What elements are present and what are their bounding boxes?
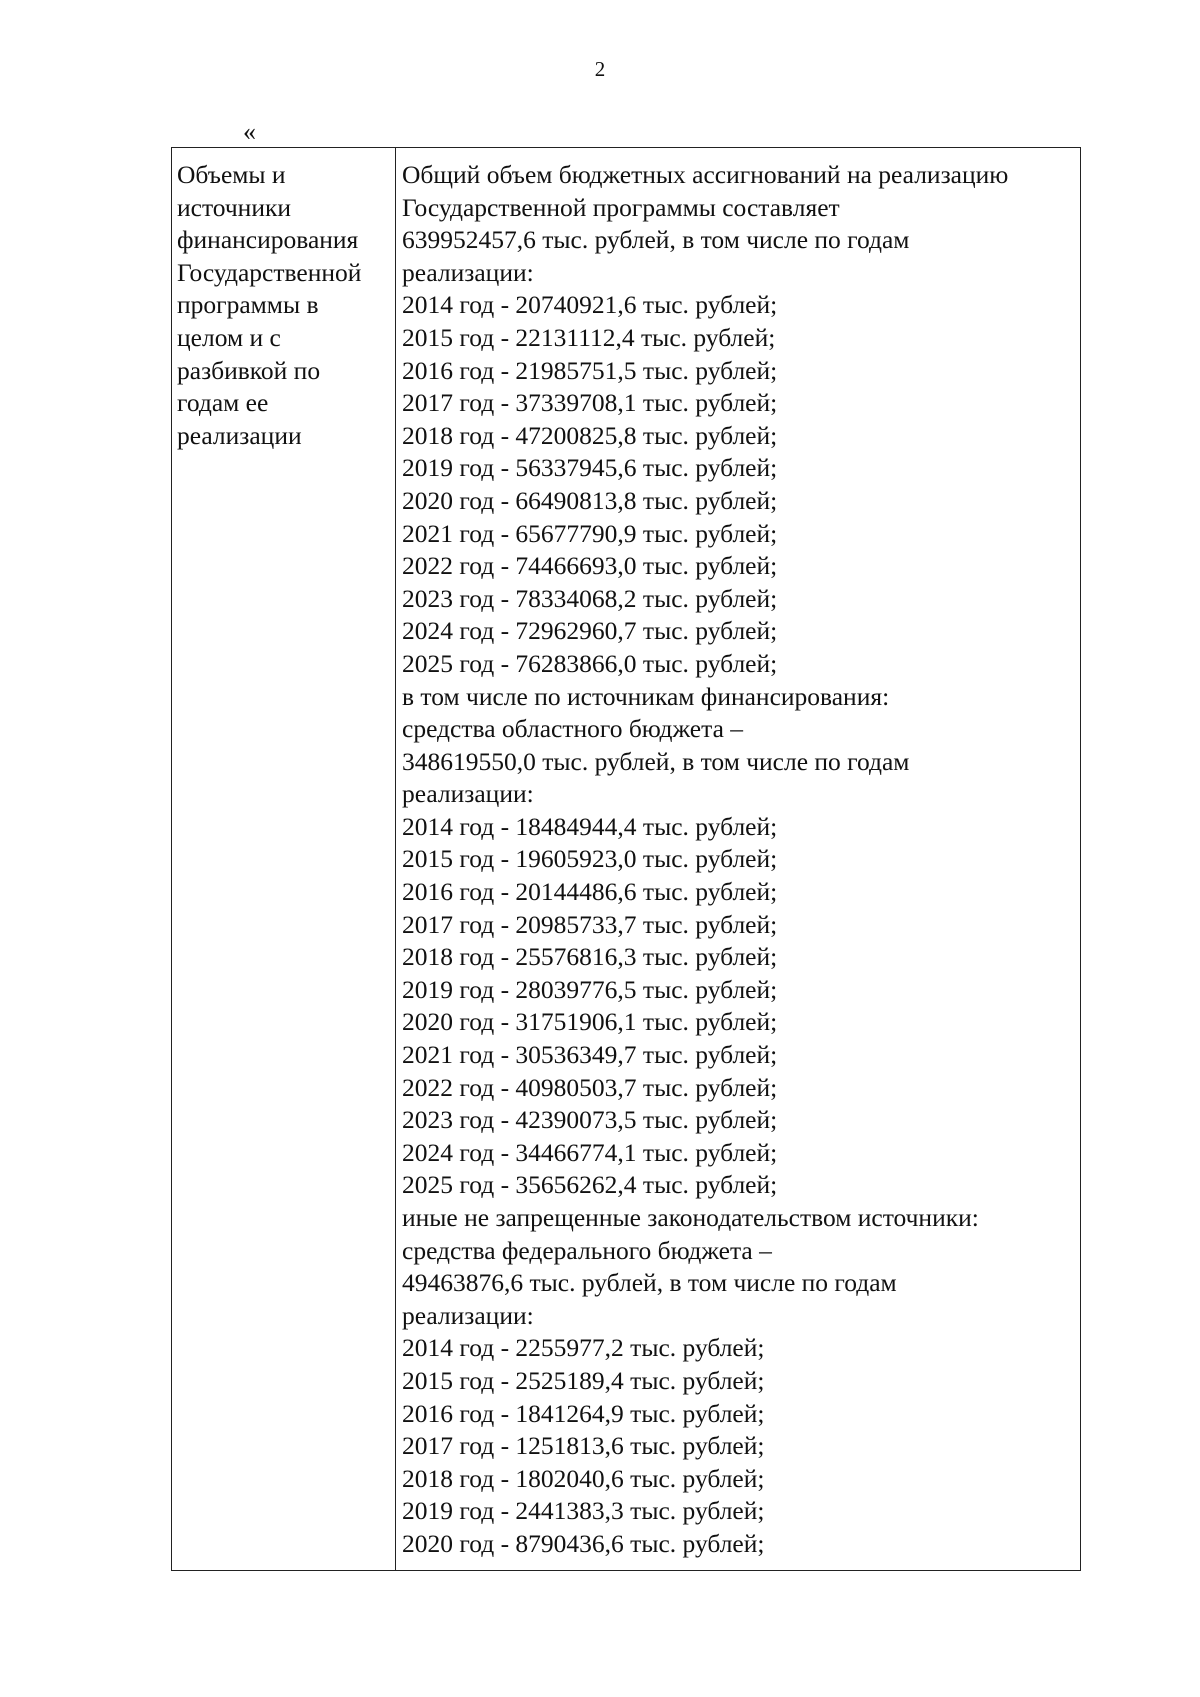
value-line: 2016 год - 1841264,9 тыс. рублей; <box>402 1398 765 1428</box>
value-line: 2020 год - 66490813,8 тыс. рублей; <box>402 485 778 515</box>
value-line: 2018 год - 47200825,8 тыс. рублей; <box>402 420 778 450</box>
value-line: 2022 год - 74466693,0 тыс. рублей; <box>402 551 778 581</box>
value-line: 348619550,0 тыс. рублей, в том числе по годам <box>402 746 910 776</box>
value-line: 2018 год - 25576816,3 тыс. рублей; <box>402 942 778 972</box>
value-line: 2014 год - 20740921,6 тыс. рублей; <box>402 290 778 320</box>
value-line: 2016 год - 21985751,5 тыс. рублей; <box>402 355 778 385</box>
value-line: средства областного бюджета – <box>402 714 744 744</box>
table-label-cell <box>177 159 391 452</box>
value-line: 2015 год - 19605923,0 тыс. рублей; <box>402 844 778 874</box>
label-line: Государственной <box>177 257 362 287</box>
financing-table <box>171 147 1081 1571</box>
value-line: 2014 год - 18484944,4 тыс. рублей; <box>402 811 778 841</box>
value-line: 2023 год - 78334068,2 тыс. рублей; <box>402 583 778 613</box>
label-line: финансирования <box>177 225 359 255</box>
label-line: Объемы и <box>177 160 286 189</box>
value-line: 2025 год - 35656262,4 тыс. рублей; <box>402 1170 778 1200</box>
value-line: реализации: <box>402 779 534 809</box>
value-line: 2017 год - 20985733,7 тыс. рублей; <box>402 909 778 939</box>
value-line: 2021 год - 65677790,9 тыс. рублей; <box>402 518 778 548</box>
label-line: реализации <box>177 420 302 450</box>
value-line: 2014 год - 2255977,2 тыс. рублей; <box>402 1333 765 1363</box>
label-line: источники <box>177 192 292 222</box>
value-line: 2016 год - 20144486,6 тыс. рублей; <box>402 877 778 907</box>
value-line: средства федерального бюджета – <box>402 1235 772 1265</box>
value-line: реализации: <box>402 1300 534 1330</box>
value-line: 2015 год - 2525189,4 тыс. рублей; <box>402 1365 765 1395</box>
value-line: 49463876,6 тыс. рублей, в том числе по годам <box>402 1268 897 1298</box>
value-line: Общий объем бюджетных ассигнований на реализацию <box>402 160 1009 189</box>
value-line: 2024 год - 72962960,7 тыс. рублей; <box>402 616 778 646</box>
page-number: 2 <box>594 57 606 81</box>
value-line: 2019 год - 56337945,6 тыс. рублей; <box>402 453 778 483</box>
value-line: 2017 год - 1251813,6 тыс. рублей; <box>402 1431 765 1461</box>
value-line: 2019 год - 28039776,5 тыс. рублей; <box>402 974 778 1004</box>
value-line: 2023 год - 42390073,5 тыс. рублей; <box>402 1105 778 1135</box>
label-line: целом и с <box>177 322 281 352</box>
value-line: 2024 год - 34466774,1 тыс. рублей; <box>402 1137 778 1167</box>
value-line: Государственной программы составляет <box>402 192 840 222</box>
value-line: 2020 год - 8790436,6 тыс. рублей; <box>402 1528 765 1558</box>
value-line: 639952457,6 тыс. рублей, в том числе по годам <box>402 225 910 255</box>
value-line: в том числе по источникам финансирования: <box>402 681 890 711</box>
value-line: 2022 год - 40980503,7 тыс. рублей; <box>402 1072 778 1102</box>
value-line: 2025 год - 76283866,0 тыс. рублей; <box>402 648 778 678</box>
table-value-cell <box>402 159 1076 1561</box>
label-line: годам ее <box>177 388 269 418</box>
label-line: разбивкой по <box>177 355 321 385</box>
value-line: иные не запрещенные законодательством источники: <box>402 1203 979 1232</box>
value-line: 2018 год - 1802040,6 тыс. рублей; <box>402 1463 765 1493</box>
value-line: 2015 год - 22131112,4 тыс. рублей; <box>402 322 776 352</box>
opening-quote-mark: « <box>243 117 256 146</box>
value-line: реализации: <box>402 257 534 287</box>
value-line: 2020 год - 31751906,1 тыс. рублей; <box>402 1007 778 1037</box>
value-line: 2021 год - 30536349,7 тыс. рублей; <box>402 1040 778 1070</box>
label-line: программы в <box>177 290 319 320</box>
column-divider <box>395 148 396 1570</box>
value-line: 2017 год - 37339708,1 тыс. рублей; <box>402 388 778 418</box>
value-line: 2019 год - 2441383,3 тыс. рублей; <box>402 1496 765 1526</box>
